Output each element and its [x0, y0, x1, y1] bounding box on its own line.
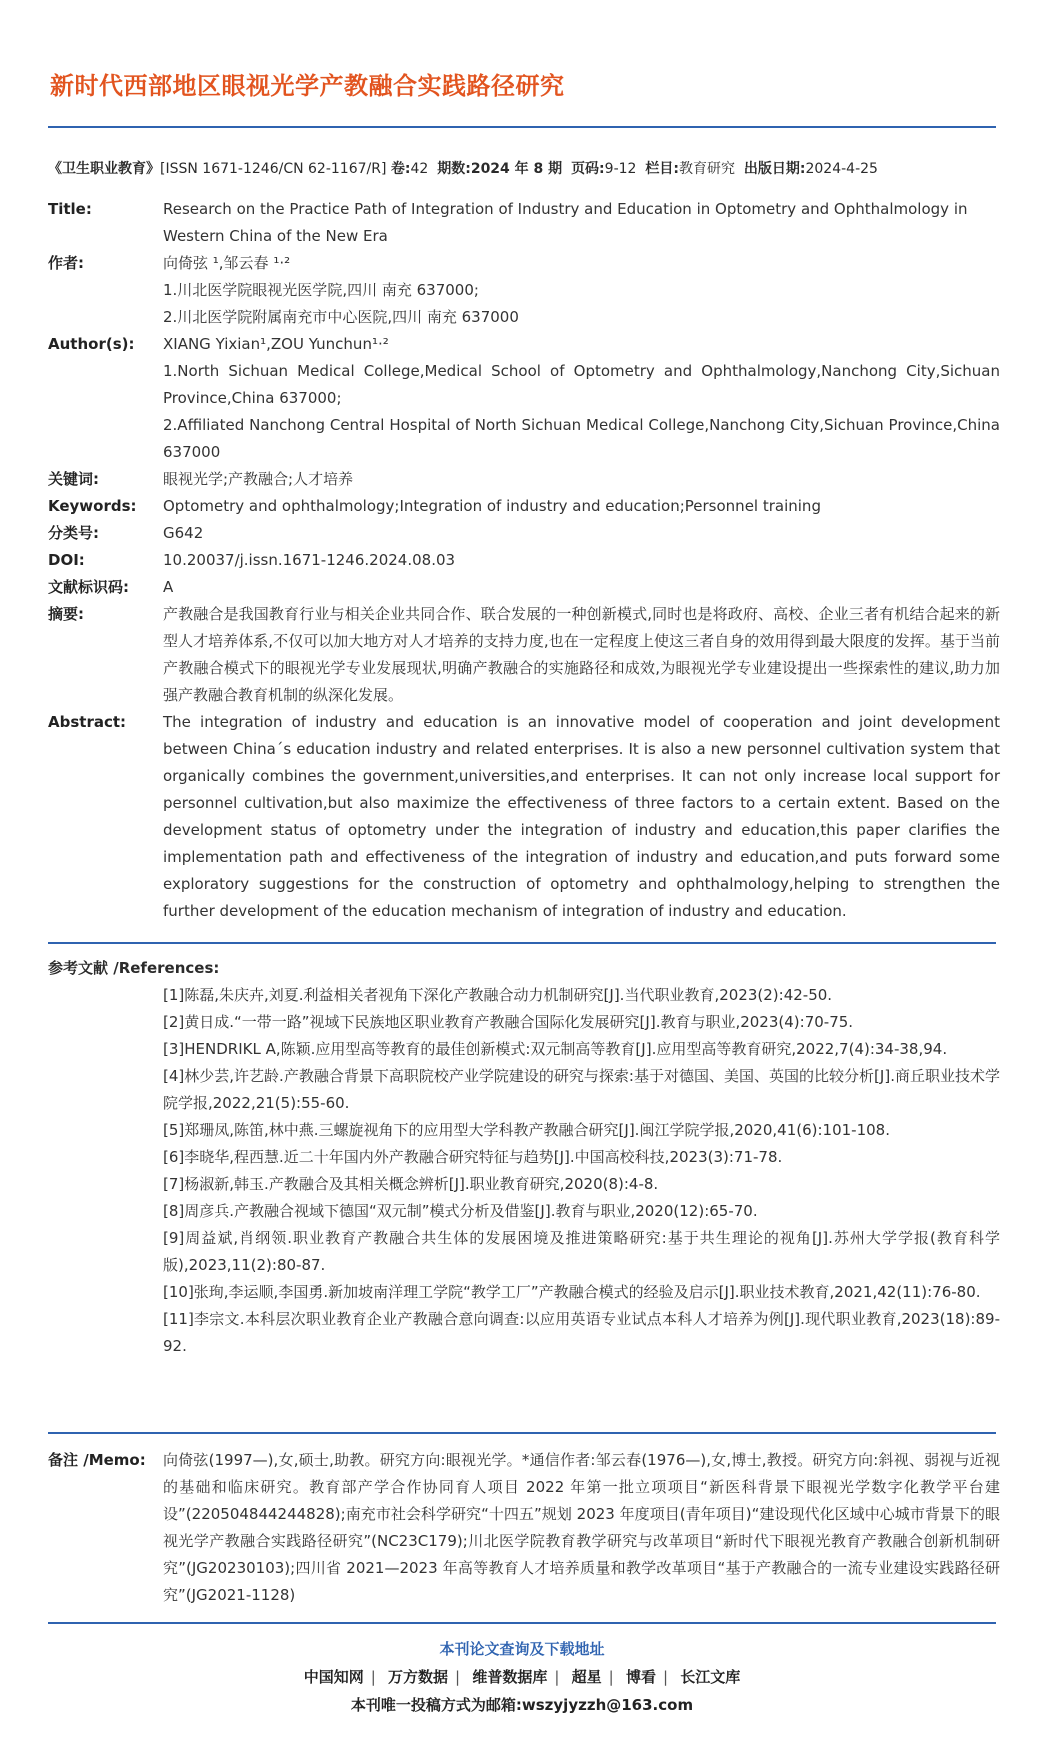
affiliation-cn-2: 2.川北医学院附属南充市中心医院,四川 南充 637000	[163, 308, 519, 326]
abstract-cn-row	[48, 601, 1000, 709]
journal-name[interactable]: 《卫生职业教育》	[48, 161, 160, 177]
reference-item: [7]杨淑新,韩玉.产教融合及其相关概念辨析[J].职业教育研究,2020(8):4-8.	[163, 1175, 659, 1193]
link-separator: |	[554, 1668, 560, 1686]
doi-row	[48, 547, 1000, 574]
memo-divider	[48, 1432, 996, 1434]
class-label: 分类号:	[48, 524, 99, 542]
reference-item: [9]周益斌,肖纲领.职业教育产教融合共生体的发展困境及推进策略研究:基于共生理论的视角[J].苏州大学学报(教育科学版),2023,11(2):80-87.	[163, 1229, 1000, 1274]
title-row	[48, 196, 1000, 250]
abstract-cn-label: 摘要:	[48, 605, 84, 623]
reference-item: [2]黄日成.“一带一路”视域下民族地区职业教育产教融合国际化发展研究[J].教育与职业,2023(4):70-75.	[163, 1013, 854, 1031]
title-label: Title:	[48, 200, 92, 218]
footer-divider	[48, 1622, 996, 1624]
doi-label: DOI:	[48, 551, 85, 569]
title-en: Research on the Practice Path of Integration of Industry and Education in Optometry and Ophthalmology in Western China of the New Era	[163, 200, 968, 245]
authors-en: XIANG Yixian¹,ZOU Yunchun¹·²	[163, 335, 389, 353]
reference-item: [10]张珣,李运顺,李国勇.新加坡南洋理工学院“教学工厂”产教融合模式的经验及启示[J].职业技术教育,2021,42(11):76-80.	[163, 1283, 981, 1301]
pubdate-value: 2024-4-25	[805, 161, 878, 177]
affiliation-cn-1: 1.川北医学院眼视光医学院,四川 南充 637000;	[163, 281, 479, 299]
volume-label: 卷:	[390, 161, 411, 177]
column-value: 教育研究	[678, 161, 735, 177]
memo-section	[48, 1447, 1000, 1609]
link-vip[interactable]: 维普数据库	[472, 1668, 548, 1686]
pubdate-label: 出版日期:	[743, 161, 806, 177]
keywords-cn: 眼视光学;产教融合;人才培养	[163, 470, 354, 488]
doi-value[interactable]: 10.20037/j.issn.1671-1246.2024.08.03	[163, 551, 456, 569]
link-cnki[interactable]: 中国知网	[303, 1668, 364, 1686]
abstract-cn: 产教融合是我国教育行业与相关企业共同合作、联合发展的一种创新模式,同时也是将政府、高校、企业三者有机结合起来的新型人才培养体系,不仅可以加大地方对人才培养的支持力度,也在一定程度上使这三者自身的效用得到最大限度的发挥。基于当前产教融合模式下的眼视光学专业发展现状,明确产教融合的实施路径和成效,为眼视光学专业建设提出一些探索性的建议,助力加强产教融合教育机制的纵深化发展。	[163, 605, 1000, 704]
abstract-en-row	[48, 709, 1000, 925]
memo-label: 备注 /Memo:	[48, 1451, 146, 1469]
reference-item: [8]周彦兵.产教融合视域下德国“双元制”模式分析及借鉴[J].教育与职业,2020(12):65-70.	[163, 1202, 758, 1220]
references-list	[163, 982, 1000, 1360]
link-bookan[interactable]: 博看	[625, 1668, 656, 1686]
abstract-en: The integration of industry and education is an innovative model of cooperation and joint development between China´s education industry and related enterprises. It is also a new personnel cultivation system that organically combines the government,universities,and enterprises. It can not only increase local support for personnel cultivation,but also maximize the effectiveness of three factors to a certain extent. Based on the development status of optometry under the integration of industry and education,this paper clarifies the implementation path and effectiveness of the integration of industry and education,and puts forward some exploratory suggestions for the construction of optometry and ophthalmology,helping to strengthen the further development of the education mechanism of integration of industry and education.	[163, 713, 1000, 920]
keywords-cn-label: 关键词:	[48, 470, 99, 488]
authors-en-row	[48, 331, 1000, 466]
reference-item: [11]李宗文.本科层次职业教育企业产教融合意向调查:以应用英语专业试点本科人才培养为例[J].现代职业教育,2023(18):89-92.	[163, 1310, 1000, 1355]
docid-row	[48, 574, 1000, 601]
authors-en-label: Author(s):	[48, 335, 135, 353]
article-metadata	[48, 196, 1000, 925]
link-wanfang[interactable]: 万方数据	[388, 1668, 449, 1686]
keywords-en: Optometry and ophthalmology;Integration of industry and education;Personnel training	[163, 497, 821, 515]
reference-item: [5]郑珊凤,陈笛,林中燕.三螺旋视角下的应用型大学科教产教融合研究[J].闽江学院学报,2020,41(6):101-108.	[163, 1121, 890, 1139]
footer	[0, 1635, 1044, 1719]
abstract-en-label: Abstract:	[48, 713, 127, 731]
issue-label: 期数:	[437, 161, 471, 177]
link-changjiang[interactable]: 长江文库	[680, 1668, 741, 1686]
reference-item: [3]HENDRIKL A,陈颖.应用型高等教育的最佳创新模式:双元制高等教育[J].应用型高等教育研究,2022,7(4):34-38,94.	[163, 1040, 948, 1058]
journal-info	[48, 158, 996, 178]
submission-email[interactable]: 本刊唯一投稿方式为邮箱:wszyjyzzh@163.com	[350, 1696, 694, 1714]
reference-item: [6]李晓华,程西慧.近二十年国内外产教融合研究特征与趋势[J].中国高校科技,2023(3):71-78.	[163, 1148, 783, 1166]
issue-value: 2024 年 8 期	[470, 161, 563, 177]
volume-value: 42	[410, 161, 429, 177]
reference-item: [4]林少芸,许艺龄.产教融合背景下高职院校产业学院建设的研究与探索:基于对德国、美国、英国的比较分析[J].商丘职业技术学院学报,2022,21(5):55-60.	[163, 1067, 1000, 1112]
link-separator: |	[370, 1668, 376, 1686]
references-heading: 参考文献 /References:	[48, 959, 220, 977]
link-separator: |	[662, 1668, 669, 1686]
authors-cn-row	[48, 250, 1000, 331]
top-divider	[48, 126, 996, 128]
journal-issn: [ISSN 1671-1246/CN 62-1167/R]	[160, 161, 387, 177]
link-chaoxing[interactable]: 超星	[571, 1668, 602, 1686]
references-divider	[48, 942, 996, 944]
footer-links	[0, 1663, 1044, 1691]
link-separator: |	[608, 1668, 614, 1686]
pages-label: 页码:	[571, 161, 605, 177]
keywords-en-row	[48, 493, 1000, 520]
memo-text: 向倚弦(1997—),女,硕士,助教。研究方向:眼视光学。*通信作者:邹云春(1976—),女,博士,教授。研究方向:斜视、弱视与近视的基础和临床研究。教育部产学合作协同育人项目 2022 年第一批立项项目“新医科背景下眼视光学数字化教学平台建设”(220504844244828);南充市社会科学研究“十四五”规划 2023 年度项目(青年项目)“建设现代化区域中心城市背景下的眼视光学产教融合实践路径研究”(NC23C179);川北医学院教育教学研究与改革项目“新时代下眼视光教育产教融合创新机制研究”(JG20230103);四川省 2021—2023 年高等教育人才培养质量和教学改革项目“基于产教融合的一流专业建设实践路径研究”(JG2021-1128)	[163, 1451, 1000, 1604]
affiliation-en-2: 2.Affiliated Nanchong Central Hospital of North Sichuan Medical College,Nanchong City,Sichuan Province,China 637000	[163, 416, 1000, 461]
footer-title: 本刊论文查询及下载地址	[439, 1640, 605, 1658]
page-title: 新时代西部地区眼视光学产教融合实践路径研究	[50, 72, 565, 100]
docid-value: A	[163, 578, 174, 596]
pages-value: 9-12	[604, 161, 637, 177]
link-separator: |	[455, 1668, 461, 1686]
reference-item: [1]陈磊,朱庆卉,刘夏.利益相关者视角下深化产教融合动力机制研究[J].当代职业教育,2023(2):42-50.	[163, 986, 833, 1004]
authors-cn: 向倚弦 ¹,邹云春 ¹·²	[163, 254, 291, 272]
references-section	[48, 955, 1000, 1360]
column-label: 栏目:	[645, 161, 679, 177]
docid-label: 文献标识码:	[48, 578, 129, 596]
authors-cn-label: 作者:	[48, 254, 84, 272]
affiliation-en-1: 1.North Sichuan Medical College,Medical School of Optometry and Ophthalmology,Nanchong City,Sichuan Province,China 637000;	[163, 362, 1000, 407]
class-value: G642	[163, 524, 204, 542]
keywords-cn-row	[48, 466, 1000, 493]
keywords-en-label: Keywords:	[48, 497, 137, 515]
class-row	[48, 520, 1000, 547]
